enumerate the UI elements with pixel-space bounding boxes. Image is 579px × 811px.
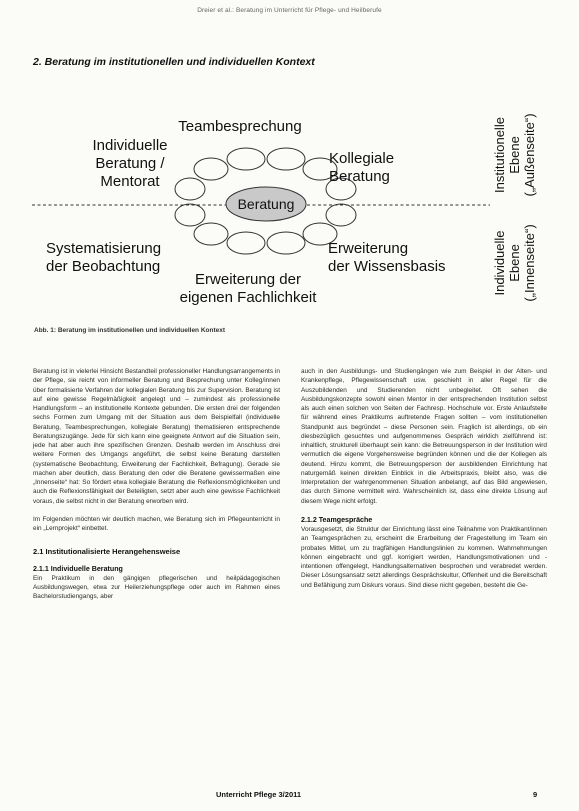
paragraph: Ein Praktikum in den gängigen pflegerischen und heilpädagogischen Ausbildungswegen, etwa zur Heilerziehungspflege oder auch im Rahmen eines Bachelorstudiengangs, aber	[33, 574, 280, 601]
text-column-right	[301, 367, 547, 590]
ring-ellipse	[194, 223, 228, 245]
svg-text:der Beobachtung: der Beobachtung	[46, 258, 161, 275]
subheading: 2.1.1 Individuelle Beratung	[33, 564, 123, 573]
side-label-individuelle-ebene	[492, 224, 537, 301]
svg-text:Kollegiale: Kollegiale	[329, 150, 395, 167]
text-column-left	[33, 367, 280, 602]
label-systematisierung	[46, 240, 161, 275]
svg-text:(„Außenseite“): („Außenseite“)	[522, 113, 537, 197]
page-number: 9	[533, 790, 538, 799]
svg-text:Ebene: Ebene	[507, 244, 522, 282]
svg-text:Ebene: Ebene	[507, 136, 522, 174]
svg-text:eigenen Fachlichkeit: eigenen Fachlichkeit	[179, 289, 317, 306]
footer-journal: Unterricht Pflege 3/2011	[216, 790, 302, 799]
paragraph: auch in den Ausbildungs- und Studiengängen wie zum Beispiel in der Alten- und Krankenpflege, Pflegewissenschaft usw. geschieht in aller Regel für die Auszubildenden und Studierenden nicht unbegleitet. Oft sehen die Ausbildungskonzepte sowohl einen Mentor in der entsprechenden Institution selbst als auch einen solchen von Seiten der Fachresp. Hochschule vor. Erste Anlaufstelle für während eines Praktikums auftretende Fragen sollten – vom institutionellen Standpunkt aus begründet – diese Personen sein. Fraglich ist allerdings, ob ein diesbezüglich gesuchtes und aufgenommenes Gespräch wirklich zielführend ist: inhaltlich, strukturell überhaupt sein kann: die Betreuungsperson in der Institution wird vermutlich die eigene Vorgehensweise begründen können und die der Kollegen als deutend. Hinzu kommt, die Betreuungsperson der ausbildenden Einrichtung hat naturgemäß keinen direkten Einblick in die Arbeitspraxis, bleibt also, was die Interpretation der wahrgenommenen Situation anbelangt, auf das Bild angewiesen, das durch Simone vermittelt wird. Wahrscheinlich ist, dass eine direkte Lösung auf diesem Wege nicht erfolgt.	[301, 368, 547, 505]
ring-ellipse	[194, 158, 228, 180]
subheading: 2.1 Institutionalisierte Herangehensweise	[33, 547, 181, 557]
svg-text:Erweiterung: Erweiterung	[328, 240, 409, 257]
ring-ellipse	[175, 178, 205, 200]
running-head: Dreier et al.: Beratung im Unterricht für Pflege- und Heilberufe	[197, 7, 382, 14]
label-kollegiale-beratung	[329, 150, 394, 185]
figure-caption: Abb. 1: Beratung im institutionellen und individuellen Kontext	[34, 327, 226, 334]
svg-text:Systematisierung: Systematisierung	[46, 240, 162, 257]
svg-text:Beratung: Beratung	[329, 168, 390, 185]
svg-text:Individuelle: Individuelle	[92, 137, 168, 154]
svg-text:der Wissensbasis: der Wissensbasis	[328, 258, 446, 275]
side-label-institutionelle-ebene	[492, 113, 537, 196]
subheading: 2.1.2 Teamgespräche	[301, 515, 373, 524]
svg-text:Beratung /: Beratung /	[95, 155, 165, 172]
svg-text:Mentorat: Mentorat	[100, 173, 160, 190]
label-erweiterung-wissensbasis	[328, 240, 446, 275]
svg-text:(„Innenseite“): („Innenseite“)	[522, 224, 537, 302]
paragraph: Beratung ist in vielerlei Hinsicht Bestandteil professioneller Handlungsarrangements in der Pflege, sie reicht von informeller Beratung und Besprechung unter Kolleg/innen über formalisierte Verfahren der kollegialen Beratung bis zur Supervision. Beratung ist auf eine gewisse Regelmäßigkeit angelegt und – zumindest als professionelle Handlungsform – an institutionelle Kontexte gebunden. Die ersten drei der folgenden sechs Formen zum Umgang mit der Situation aus dem Beispielfall (individuelle Beratung, Teambesprechungen, kollegiale Beratung) thematisieren entsprechende Beratungszugänge. Jede für sich kann eine geeignete Antwort auf die Situation sein, jede hat aber auch ihre spezifischen Grenzen. Deshalb werden im Anschluss drei weitere Formen des Umgangs angeführt, die selbst keine Beratung darstellen (systematische Beobachtung, Erweiterung der Fachlichkeit, Befragung). Gerade sie machen aber deutlich, dass Beratung den oder die Beratene gewissermaßen eine „Innenseite“ hat: So fördert etwa kollegiale Beratung die Reflexionsmöglichkeiten und auch die Reflexionsfähigkeit der Beteiligten, setzt aber auch eine gewisse Fachlichkeit voraus, die selbst nicht in der Beratung erworben wird.	[33, 368, 280, 505]
ring-ellipse	[267, 232, 305, 254]
center-label: Beratung	[237, 196, 295, 212]
svg-text:Erweiterung der: Erweiterung der	[195, 271, 301, 288]
paragraph: Im Folgenden möchten wir deutlich machen, wie Beratung sich im Pflegeunterricht in ein „Lernprojekt“ einbettet.	[33, 515, 280, 532]
svg-text:Individuelle: Individuelle	[492, 230, 507, 296]
ring-ellipse	[227, 148, 265, 170]
label-erweiterung-fachlichkeit	[180, 271, 318, 306]
label-teambesprechung: Teambesprechung	[178, 118, 302, 135]
ring-ellipse	[227, 232, 265, 254]
paragraph: Vorausgesetzt, die Struktur der Einrichtung lässt eine Teilnahme von Praktikant/innen an Teamgesprächen zu, erscheint die Erarbeitung der Fragestellung im Team ein probates Mittel, um zu tragfähigen Handlungslinien zu kommen. Wahrnehmungen können eingebracht und ggf. korrigiert werden, Handlungsmotivationen und -intentionen offengelegt, Handlungsalternativen besprochen und verabredet werden. Dieser Lösungsansatz setzt allerdings Gesprächskultur, Offenheit und die Bereitschaft und Befähigung zum Diskurs voraus. Sind diese nicht gegeben, besteht die Ge-	[301, 526, 547, 589]
svg-text:Institutionelle: Institutionelle	[492, 117, 507, 193]
ring-ellipse	[175, 204, 205, 226]
section-title: 2. Beratung im institutionellen und individuellen Kontext	[33, 56, 315, 68]
ring-ellipse	[267, 148, 305, 170]
label-individuelle-beratung	[92, 137, 167, 190]
diagram	[28, 88, 551, 318]
ring-ellipse	[326, 204, 356, 226]
